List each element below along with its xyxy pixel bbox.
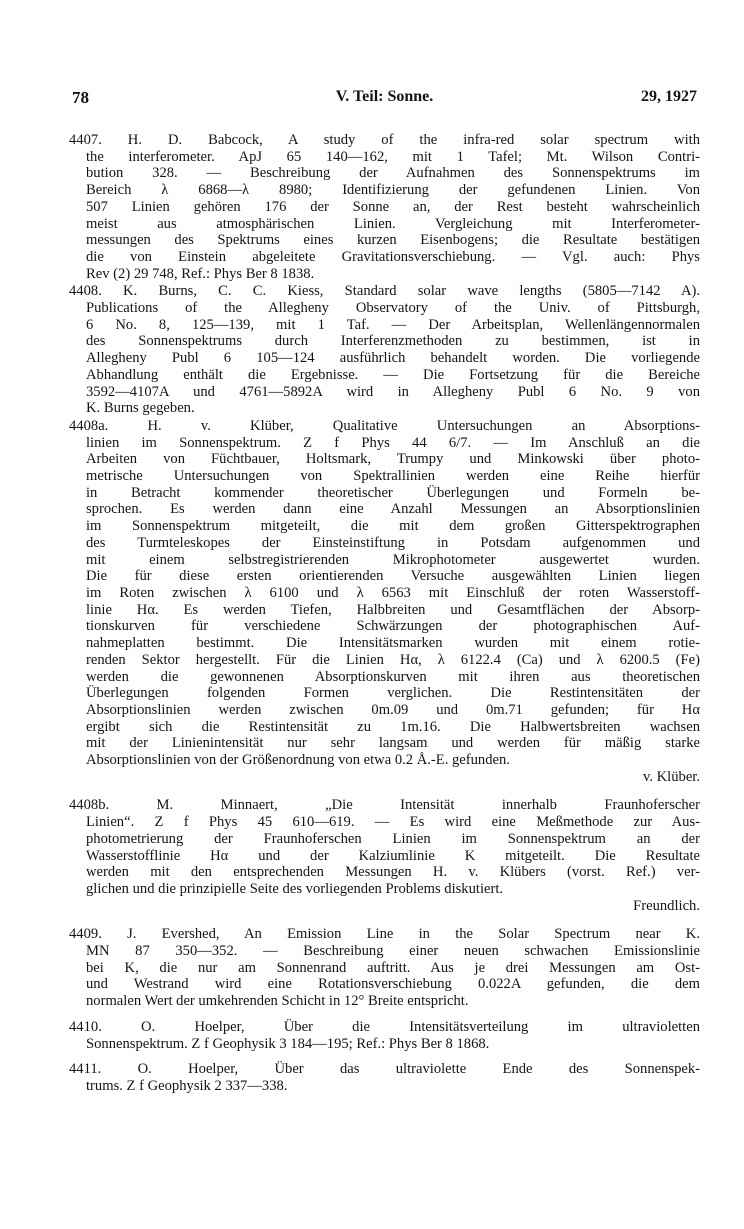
entry-4407 xyxy=(69,132,700,282)
section-title: V. Teil: Sonne. xyxy=(335,88,434,105)
entry-line: mit der Linienintensität nur sehr langsam und werden für mäßig starke xyxy=(86,735,700,752)
entry-line: 4408. K. Burns, C. C. Kiess, Standard solar wave lengths (5805—7142 A). xyxy=(69,283,700,300)
entry-line: ergibt sich die Restintensität zu 1m.16. Die Halbwertsbreiten wachsen xyxy=(86,718,700,735)
entry-line: nahmeplatten bestimmt. Die Intensitätsmarken wurden mit einem rotie- xyxy=(86,635,700,652)
entry-line: Linien“. Z f Phys 45 610—619. — Es wird eine Meßmethode zur Aus- xyxy=(86,814,700,831)
entry-line: werden die gewonnenen Absorptionskurven mit ihren aus theoretischen xyxy=(86,668,700,685)
entry-line: normalen Wert der umkehrenden Schicht in 12° Breite entspricht. xyxy=(86,993,469,1010)
entry-line: Abhandlung enthält die Ergebnisse. — Die Fortsetzung für die Bereiche xyxy=(86,366,700,383)
entry-line: 3592—4107A und 4761—5892A wird in Allegheny Publ 6 No. 9 von xyxy=(86,383,700,400)
entry-line: metrische Untersuchungen von Spektrallinien werden eine Reihe hierfür xyxy=(86,468,700,485)
page-header xyxy=(72,88,697,110)
entry-line: renden Sektor hergestellt. Für die Linien Hα, λ 6122.4 (Ca) und λ 6200.5 (Fe) xyxy=(86,651,700,668)
entry-line: Rev (2) 29 748, Ref.: Phys Ber 8 1838. xyxy=(86,265,315,282)
entry-4408b xyxy=(69,797,700,914)
entry-line: 4408a. H. v. Klüber, Qualitative Untersuchungen an Absorptions- xyxy=(69,417,700,434)
entry-line: 4411. O. Hoelper, Über das ultraviolette Ende des Sonnenspek- xyxy=(69,1061,700,1078)
entry-line: des Turmteleskopes der Einsteinstiftung in Potsdam aufgenommen und xyxy=(86,534,700,551)
entry-line: im Roten zwischen λ 6100 und λ 6563 mit Einschluß der roten Wasserstoff- xyxy=(86,584,700,601)
entry-line: photometrierung der Fraunhoferschen Linien im Sonnenspektrum an der xyxy=(86,830,700,847)
entry-line: the interferometer. ApJ 65 140—162, mit 1 Tafel; Mt. Wilson Contri- xyxy=(86,148,700,165)
entry-line: 4410. O. Hoelper, Über die Intensitätsverteilung im ultravioletten xyxy=(69,1018,700,1035)
entry-line: linie Hα. Es werden Tiefen, Halbbreiten und Gesamtflächen der Absorp- xyxy=(86,601,700,618)
entry-line: tionskurven für verschiedene Schwärzungen der photographischen Auf- xyxy=(86,618,700,635)
entry-line: Überlegungen folgenden Formen verglichen. Die Restintensitäten der xyxy=(86,685,700,702)
entry-line: Publications of the Allegheny Observatory of the Univ. of Pittsburgh, xyxy=(86,300,700,317)
entry-line: und Westrand wird eine Rotationsverschiebung 0.022A gefunden, die dem xyxy=(86,976,700,993)
entry-line: Die für diese ersten orientierenden Versuche ausgewählten Linien liegen xyxy=(86,568,700,585)
entry-line: messungen des Spektrums eines kurzen Eisenbogens; die Resultate bestätigen xyxy=(86,232,700,249)
entry-line: trums. Z f Geophysik 2 337—338. xyxy=(86,1077,288,1094)
entry-line: sprochen. Es werden dann eine Anzahl Messungen an Absorptionslinien xyxy=(86,501,700,518)
entry-line: glichen und die prinzipielle Seite des vorliegenden Problems diskutiert. xyxy=(86,880,504,897)
entry-line: 4409. J. Evershed, An Emission Line in the Solar Spectrum near K. xyxy=(69,926,700,943)
issue-number: 29, 1927 xyxy=(641,88,697,105)
entry-line: im Sonnenspektrum mitgeteilt, die mit dem großen Gitterspektrographen xyxy=(86,518,700,535)
entry-line: werden mit den entsprechenden Messungen H. v. Klübers (vorst. Ref.) ver- xyxy=(86,864,700,881)
entry-line: 6 No. 8, 125—139, mit 1 Taf. — Der Arbeitsplan, Wellenlängennormalen xyxy=(86,316,700,333)
entry-line: Allegheny Publ 6 105—124 ausführlich behandelt worden. Die vorliegende xyxy=(86,350,700,367)
entry-4410 xyxy=(69,1019,700,1052)
entry-line: linien im Sonnenspektrum. Z f Phys 44 6/7. — Im Anschluß an die xyxy=(86,434,700,451)
entry-4409 xyxy=(69,926,700,1010)
entry-line: 4407. H. D. Babcock, A study of the infra-red solar spectrum with xyxy=(69,132,700,148)
entry-line: Absorptionslinien von der Größenordnung von etwa 0.2 Å.-E. gefunden. xyxy=(86,752,510,769)
entry-line: Wasserstofflinie Hα und der Kalziumlinie K mitgeteilt. Die Resultate xyxy=(86,847,700,864)
entry-line: meist aus atmosphärischen Linien. Vergleichung mit Interferometer- xyxy=(86,215,700,232)
abstracts-body xyxy=(69,132,700,1095)
entry-line: Absorptionslinien werden zwischen 0m.09 und 0m.71 gefunden; für Hα xyxy=(86,701,700,718)
entry-line: in Betracht kommender theoretischer Überlegungen und Formeln be- xyxy=(86,484,700,501)
entry-line: des Sonnenspektrums durch Interferenzmethoden zu bestimmen, ist in xyxy=(86,333,700,350)
reviewer-signature: Freundlich. xyxy=(633,897,700,914)
page-number: 78 xyxy=(72,88,89,107)
entry-line: Arbeiten von Füchtbauer, Holtsmark, Trumpy und Minkowski über photo- xyxy=(86,451,700,468)
entry-line: mit einem selbstregistrierenden Mikrophotometer ausgewertet wurden. xyxy=(86,551,700,568)
entry-line: MN 87 350—352. — Beschreibung einer neuen schwachen Emissionslinie xyxy=(86,943,700,960)
entry-line: Sonnenspektrum. Z f Geophysik 3 184—195; Ref.: Phys Ber 8 1868. xyxy=(86,1035,490,1052)
entry-4408 xyxy=(69,283,700,417)
entry-line: 507 Linien gehören 176 der Sonne an, der Rest besteht wahrscheinlich xyxy=(86,198,700,215)
entry-4411 xyxy=(69,1061,700,1094)
entry-line: Bereich λ 6868—λ 8980; Identifizierung der gefundenen Linien. Von xyxy=(86,182,700,199)
entry-4408a xyxy=(69,418,700,785)
entry-line: K. Burns gegeben. xyxy=(86,400,195,417)
entry-line: bution 328. — Beschreibung der Aufnahmen des Sonnenspektrums im xyxy=(86,165,700,182)
entry-line: 4408b. M. Minnaert, „Die Intensität innerhalb Fraunhoferscher xyxy=(69,797,700,814)
reviewer-signature: v. Klüber. xyxy=(642,768,700,785)
entry-line: die von Einstein abgeleitete Gravitationsverschiebung. — Vgl. auch: Phys xyxy=(86,248,700,265)
entry-line: bei K, die nur am Sonnenrand auftritt. Aus je drei Messungen am Ost- xyxy=(86,959,700,976)
